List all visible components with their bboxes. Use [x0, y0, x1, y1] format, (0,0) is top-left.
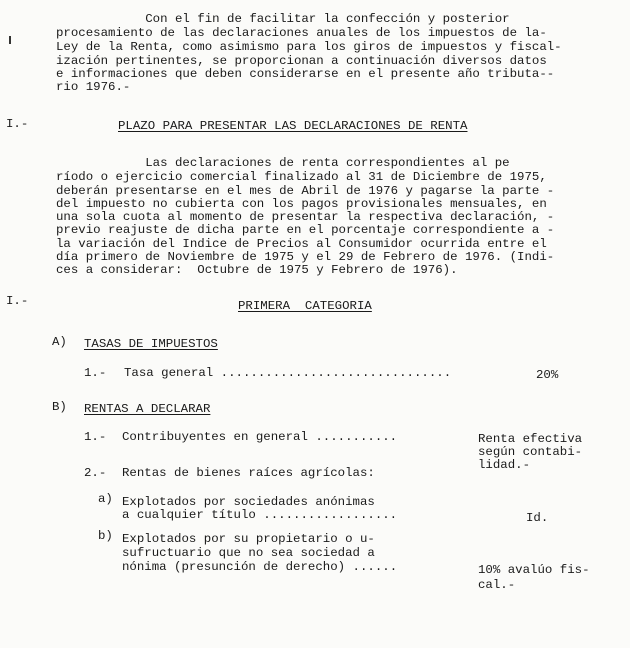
subsection-title: RENTAS A DECLARAR: [84, 402, 211, 416]
intro-line: Ley de la Renta, como asimismo para los giros de impuestos y fiscal-: [56, 40, 562, 54]
subsection-title: TASAS DE IMPUESTOS: [84, 337, 218, 351]
paragraph-line: previo reajuste de dicha parte en el porcentaje correspondiente a -: [56, 223, 555, 237]
sub-item-line: Explotados por su propietario o u-: [122, 532, 375, 546]
item-label-text: Tasa general: [124, 366, 221, 380]
paragraph-line: día primero de Noviembre de 1975 y el 29 de Febrero de 1976. (Indi-: [56, 250, 555, 264]
paragraph-line: del impuesto no cubierta con los pagos provisionales mensuales, en: [56, 197, 547, 211]
paragraph-line: deberán presentarse en el mes de Abril de 1976 y pagarse la parte -: [56, 184, 555, 198]
item-label-text: Contribuyentes en general: [122, 430, 316, 444]
item-value: 20%: [536, 368, 559, 382]
item-label: [124, 367, 451, 380]
section-number: I.-: [6, 294, 29, 308]
leader-dots: ...............................: [220, 366, 452, 380]
item-value-line: según contabi-: [478, 445, 583, 459]
sub-item-value: Id.: [526, 511, 549, 525]
sub-item-letter: a): [98, 492, 113, 506]
subsection-letter: B): [52, 400, 67, 414]
sub-item-letter: b): [98, 529, 113, 543]
intro-line: ización pertinentes, se proporcionan a continuación diversos datos: [56, 54, 547, 68]
margin-mark: [9, 36, 11, 44]
paragraph-line: una sola cuota al momento de presentar la respectiva declaración, -: [56, 210, 555, 224]
intro-line: rio 1976.-: [56, 80, 131, 94]
sub-item-value-line: 10% avalúo fis-: [478, 563, 590, 577]
item-label: [122, 431, 397, 444]
item-number: 2.-: [84, 466, 107, 480]
sub-item-text: nónima (presunción de derecho): [122, 560, 353, 574]
paragraph-line: Las declaraciones de renta correspondientes al pe: [56, 156, 510, 170]
sub-item-text: a cualquier título: [122, 508, 264, 522]
item-value-line: Renta efectiva: [478, 432, 583, 446]
leader-dots: ..................: [263, 508, 398, 522]
section-number: I.-: [6, 117, 29, 131]
leader-dots: ...........: [315, 430, 398, 444]
section-title: PRIMERA CATEGORIA: [238, 299, 372, 313]
section-title: PLAZO PARA PRESENTAR LAS DECLARACIONES DE RENTA: [118, 119, 468, 133]
leader-dots: ......: [352, 560, 398, 574]
intro-line: procesamiento de las declaraciones anuales de los impuestos de la-: [56, 26, 547, 40]
intro-line: e informaciones que deben considerarse en el presente año tributa--: [56, 67, 555, 81]
paragraph-line: ríodo o ejercicio comercial finalizado al 31 de Diciembre de 1975,: [56, 170, 547, 184]
intro-line: Con el fin de facilitar la confección y posterior: [56, 12, 510, 26]
sub-item-line: [122, 509, 397, 522]
sub-item-line: [122, 561, 397, 574]
item-label: Rentas de bienes raíces agrícolas:: [122, 466, 375, 480]
sub-item-line: Explotados por sociedades anónimas: [122, 495, 375, 509]
paragraph-line: ces a considerar: Octubre de 1975 y Febrero de 1976).: [56, 263, 458, 277]
sub-item-line: sufructuario que no sea sociedad a: [122, 546, 375, 560]
item-value-line: lidad.-: [478, 458, 531, 472]
item-number: 1.-: [84, 366, 107, 380]
item-number: 1.-: [84, 430, 107, 444]
paragraph-line: la variación del Indice de Precios al Consumidor ocurrida entre el: [56, 237, 547, 251]
sub-item-value-line: cal.-: [478, 578, 516, 592]
subsection-letter: A): [52, 335, 67, 349]
